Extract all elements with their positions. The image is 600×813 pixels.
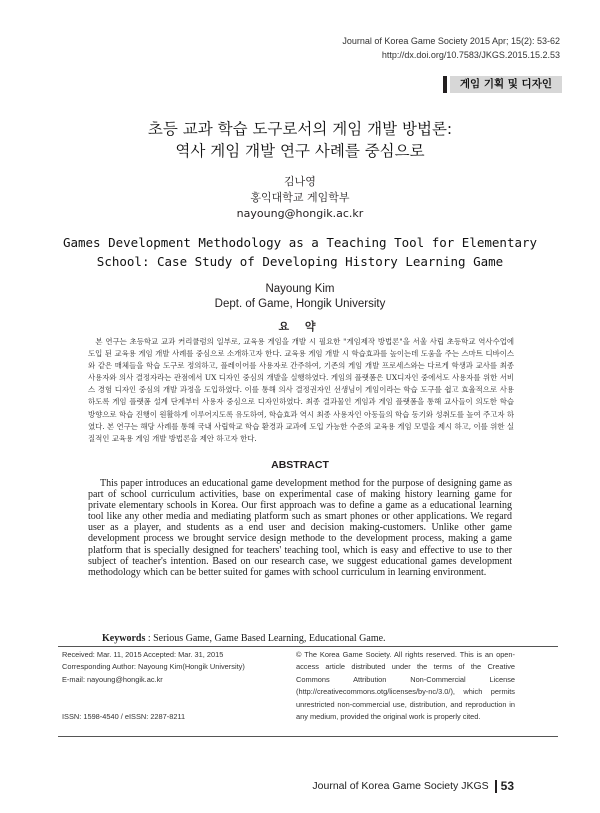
- issn-line: ISSN: 1598-4540 / eISSN: 2287-8211: [62, 712, 186, 721]
- footer-separator: [495, 780, 497, 793]
- received-dates: Received: Mar. 11, 2015 Accepted: Mar. 31, 2015: [62, 650, 224, 659]
- journal-citation: Journal of Korea Game Society 2015 Apr; 15(2): 53-62: [342, 36, 560, 46]
- english-title: [40, 233, 560, 271]
- english-abstract-body: This paper introduces an educational game development method for the purpose of designing game as part of school curriculum activities, base on experimental case of making history learning game for private elementary schools in Korea. Our first approach was to define a game as a educational learning tool like any other media and mediating platform such as smart phones or other applications. We regard user as a player, and students as a end user and decision making-customers. Unlike other game development process we brought service design methode to the development process, making a game platform that is specially designed for teachers' teaching tool, which is easy and effective to use to ther subject of teacher's intention. Based on our research case, we suggest educational games development methodology which can be better suited for games with school curriculum in learning environment.: [88, 478, 512, 578]
- section-tag-bar: [443, 76, 447, 93]
- korean-abstract-body: 본 연구는 초등학교 교과 커리큘럼의 일부로, 교육용 게임을 개발 시 필요한 "게임제작 방법론"을 서울 사립 초등학교 역사수업에 도입 된 교육용 게임 개발 사례를 중심으로 소개하고자 한다. 교육용 게임 개발 시 학습효과를 높이는데 도움을 주는 스마트 디바이스와 같은 매체들을 학습 도구로 정의하고, 플레이어를 사용자로 간주하여, 기존의 게임 개발 프로세스와는 다르게 학생과 교사를 최종 사용자와 의사 결정자라는 관점에서 UX 디자인 중심의 개발을 실행하였다. 게임의 플랫폼은 UX디자인 중에서도 사용자를 위한 서비스 경험 디자인 중심의 개발 과정을 도입하였다. 이를 통해 의사 결정권자인 선생님이 게임이라는 학습 도구를 쉽고 효율적으로 사용하도록 게임 플랫폼 설계 단계부터 사용자 중심으로 디자인하였다. 최종 결과물인 게임과 게임 플랫폼을 통해 교사들이 의도한 학습 방향으로 학습 진행이 원활하게 이루어지도록 유도하여, 학습효과 역시 최종 사용자인 아동들의 학습 동기와 성취도를 높여 주고자 하였다. 본 연구는 해당 사례를 통해 국내 사립학교 학습 환경과 교과에 도입 가능한 수준의 교육용 게임 모델을 제시 하고, 이를 위한 실질적인 교육용 게임 개발 방법론을 제안 하고자 한다.: [88, 337, 514, 443]
- korean-title-line-2: 역사 게임 개발 연구 사례를 중심으로: [175, 142, 425, 160]
- page-number: 53: [500, 779, 514, 793]
- license-notice: © The Korea Game Society. All rights reserved. This is an open-access article distributed under the terms of the Creative Commons Attribution Non-Commercial License (http://creativecommons.otg/licenses/by-nc/3.0/), which permits unrestricted non-commercial use, distribution, and reproduction in any medium, provided the original work is properly cited.: [296, 650, 515, 722]
- doi-link[interactable]: http://dx.doi.org/10.7583/JKGS.2015.15.2.53: [381, 50, 560, 60]
- article-info: [62, 649, 287, 686]
- korean-title: [0, 118, 600, 162]
- keywords-label: Keywords: [102, 633, 146, 644]
- footer-journal-name: Journal of Korea Game Society JKGS: [312, 780, 489, 792]
- section-tag-label: 게임 기획 및 디자인: [450, 76, 562, 93]
- corresponding-email[interactable]: E-mail: nayoung@hongik.ac.kr: [62, 674, 163, 684]
- info-divider-top: [58, 646, 558, 647]
- author-email[interactable]: nayoung@hongik.ac.kr: [236, 207, 364, 220]
- english-author-affiliation: Dept. of Game, Hongik University: [214, 298, 386, 310]
- korean-author-affiliation: 홍익대학교 게임학부: [250, 191, 350, 204]
- english-title-line-2: School: Case Study of Developing History Learning Game: [96, 254, 504, 269]
- english-abstract-heading: ABSTRACT: [271, 459, 329, 471]
- keywords-value: : Serious Game, Game Based Learning, Educational Game.: [147, 633, 386, 644]
- english-author-block: [0, 282, 600, 312]
- korean-title-line-1: 초등 교과 학습 도구로서의 게임 개발 방법론:: [147, 120, 453, 138]
- korean-abstract-heading: 요 약: [278, 320, 322, 333]
- korean-author-block: [0, 174, 600, 222]
- corresponding-author: Corresponding Author: Nayoung Kim(Hongik University): [62, 662, 245, 672]
- english-title-line-1: Games Development Methodology as a Teaching Tool for Elementary: [62, 235, 538, 250]
- english-author-name: Nayoung Kim: [265, 283, 335, 295]
- info-divider-bottom: [58, 736, 558, 737]
- section-tag: [443, 76, 562, 93]
- korean-author-name: 김나영: [284, 175, 316, 188]
- journal-meta: [342, 34, 560, 62]
- page-footer: [312, 779, 514, 793]
- keywords-line: [102, 633, 386, 645]
